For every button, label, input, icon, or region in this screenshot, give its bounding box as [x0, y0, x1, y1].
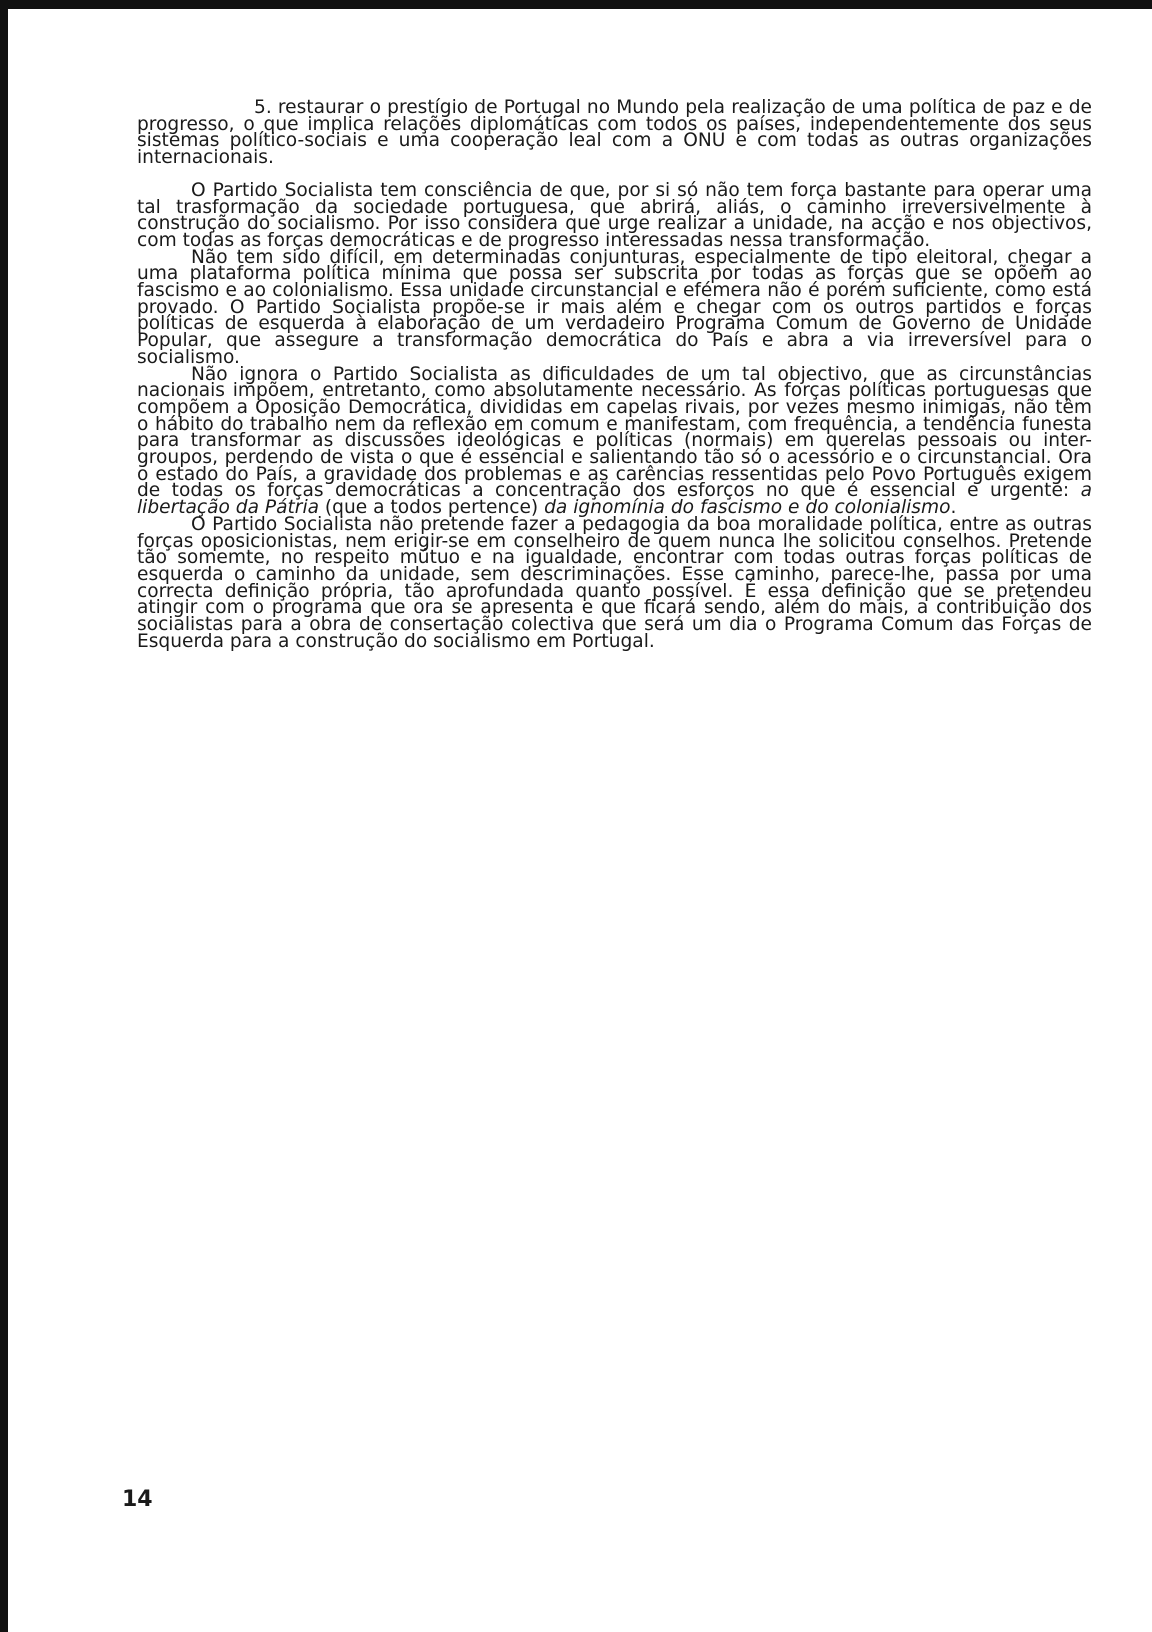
- scan-border-top: [0, 0, 1152, 9]
- emphasis-ignominy: da ignomínia do fascismo e do colonialismo: [544, 497, 951, 519]
- paragraph-platform: Não tem sido difícil, em determinadas conjunturas, especialmente de tipo eleitoral, chegar a uma plataforma política mínima que possa ser subscrita por todas as forças que se opõem ao fascismo e ao colonialismo. Essa unidade circunstancial e efémera não é porém suficiente, como está provado. O Partido Socialista propõe-se ir mais além e chegar com os outros partidos e forças políticas de esquerda à elaboração de um verdadeiro Programa Comum de Governo de Unidade Popular, que assegure a transformação democrática do País e abra a via irreversível para o socialismo.: [137, 246, 1092, 368]
- list-item-5: 5. restaurar o prestígio de Portugal no Mundo pela realização de uma política de paz e de progresso, o que implica relações diplomáticas com todos os países, independentemente dos seus sistemas político-sociais e uma cooperação leal com a ONU e com todas as outras organizações internacionais.: [137, 97, 1092, 169]
- paragraph-difficulties-middle: (que a todos pertence): [319, 497, 545, 519]
- page-number: 14: [122, 1487, 153, 1512]
- paragraph-unity: O Partido Socialista tem consciência de que, por si só não tem força bastante para operar uma tal trasformação da sociedade portuguesa, que abrirá, aliás, o caminho irreversivelmente à construção do socialismo. Por isso considera que urge realizar a unidade, na acção e nos objectivos, com todas as forças democráticas e de progresso interessadas nessa transformação.: [137, 179, 1092, 251]
- body-text: [137, 97, 1092, 652]
- emphasis-liberation: a libertação da Pátria: [137, 480, 1092, 519]
- paragraph-difficulties-end: .: [950, 497, 957, 519]
- paragraph-difficulties-text: Não ignora o Partido Socialista as dificuldades de um tal objectivo, que as circunstâncias nacionais impõem, entretanto, como absolutamente necessário. As forças políticas portuguesas que compõem a Oposição Democrática, divididas em capelas rivais, por vezes mesmo inimigas, não têm o hábito do trabalho nem da reflexão em comum e manifestam, com frequência, a tendência funesta para transformar as discussões ideológicas e políticas (normais) em querelas pessoais ou inter-groupos, perdendo de vista o que é essencial e salientando tão só o acessório e o circunstancial. Ora o estado do País, a gravidade dos problemas e as carências ressentidas pelo Povo Português exigem de todas os forças democráticas a concentração dos esforços no que é essencial e urgente:: [137, 363, 1092, 502]
- scan-border-left: [0, 0, 8, 1632]
- paragraph-pedagogy: O Partido Socialista não pretende fazer a pedagogia da boa moralidade política, entre as outras forças oposicionistas, nem erigir-se em conselheiro de quem nunca lhe solicitou conselhos. Pretende tão somemte, no respeito mútuo e na igualdade, encontrar com todas outras forças políticas de esquerda o caminho da unidade, sem descriminações. Esse caminho, parece-lhe, passa por uma correcta definição própria, tão aprofundada quanto possível. É essa definição que se pretendeu atingir com o programa que ora se apresenta e que ficará sendo, além do mais, a contribuição dos socialistas para a obra de consertação colectiva que será um dia o Programa Comum das Forças de Esquerda para a construção do socialismo em Portugal.: [137, 513, 1092, 652]
- paragraph-difficulties: [137, 363, 1092, 519]
